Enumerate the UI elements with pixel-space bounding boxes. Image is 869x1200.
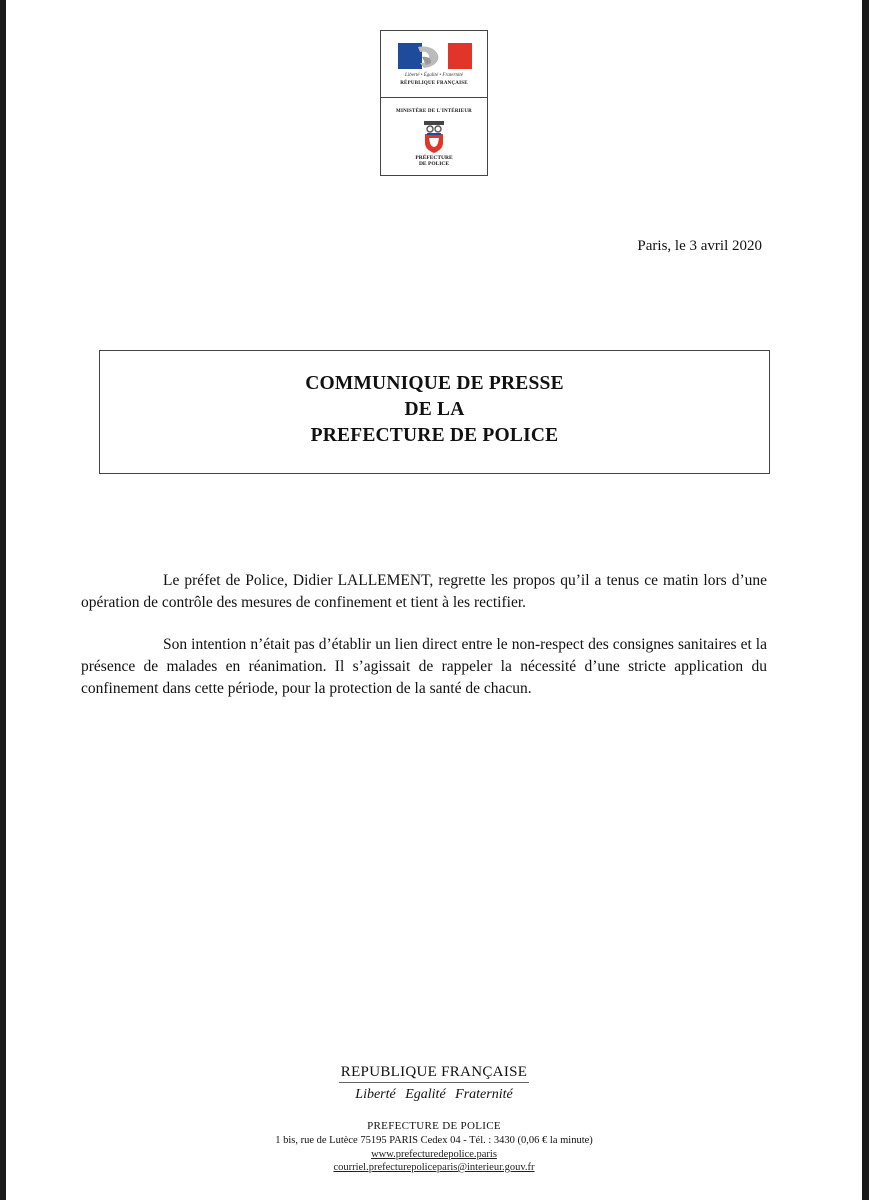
body-text: [81, 570, 767, 720]
title-line-2: DE LA: [404, 399, 465, 420]
marianne-logo-icon: [398, 43, 472, 69]
title-box: [99, 350, 770, 474]
logo-prefecture: [401, 155, 467, 167]
body-paragraph-2: Son intention n’était pas d’établir un lien direct entre le non-respect des consignes sanitaires et la présence de malades en réanimation. Il s’agissait de rappeler la nécessité d’une stricte application du confinement dans cette période, pour la protection de la santé de chacun.: [81, 636, 767, 697]
document-page: [6, 0, 862, 1200]
footer-prefecture: PREFECTURE DE POLICE: [367, 1120, 501, 1132]
republique-logo: [381, 31, 487, 98]
footer-email-link[interactable]: courriel.prefecturepoliceparis@interieur.gouv.fr: [333, 1162, 535, 1173]
logo-prefecture-line1: PRÉFECTURE: [415, 155, 453, 161]
footer-republique: REPUBLIQUE FRANÇAISE: [339, 1062, 529, 1083]
footer-website-link[interactable]: www.prefecturedepolice.paris: [371, 1149, 497, 1160]
logo-motto: Liberté • Égalité • Fraternité: [405, 73, 463, 78]
title-line-3: PREFECTURE DE POLICE: [310, 425, 559, 446]
prefecture-emblem-icon: [421, 119, 447, 155]
title-line-1: COMMUNIQUE DE PRESSE: [305, 373, 564, 394]
footer-address: 1 bis, rue de Lutèce 75195 PARIS Cedex 04 - Tél. : 3430 (0,06 € la minute): [275, 1135, 593, 1146]
header-logo-block: [380, 30, 488, 176]
footer: [6, 1062, 862, 1174]
logo-republique: RÉPUBLIQUE FRANÇAISE: [400, 81, 468, 86]
footer-motto: Liberté Egalité Fraternité: [355, 1087, 513, 1102]
body-paragraph-1: Le préfet de Police, Didier LALLEMENT, regrette les propos qu’il a tenus ce matin lors d’une opération de contrôle des mesures de confinement et tient à les rectifier.: [81, 572, 767, 611]
logo-prefecture-line2: DE POLICE: [418, 161, 450, 167]
document-date: Paris, le 3 avril 2020: [637, 238, 762, 254]
logo-ministry: MINISTÈRE DE L'INTÉRIEUR: [396, 109, 472, 114]
